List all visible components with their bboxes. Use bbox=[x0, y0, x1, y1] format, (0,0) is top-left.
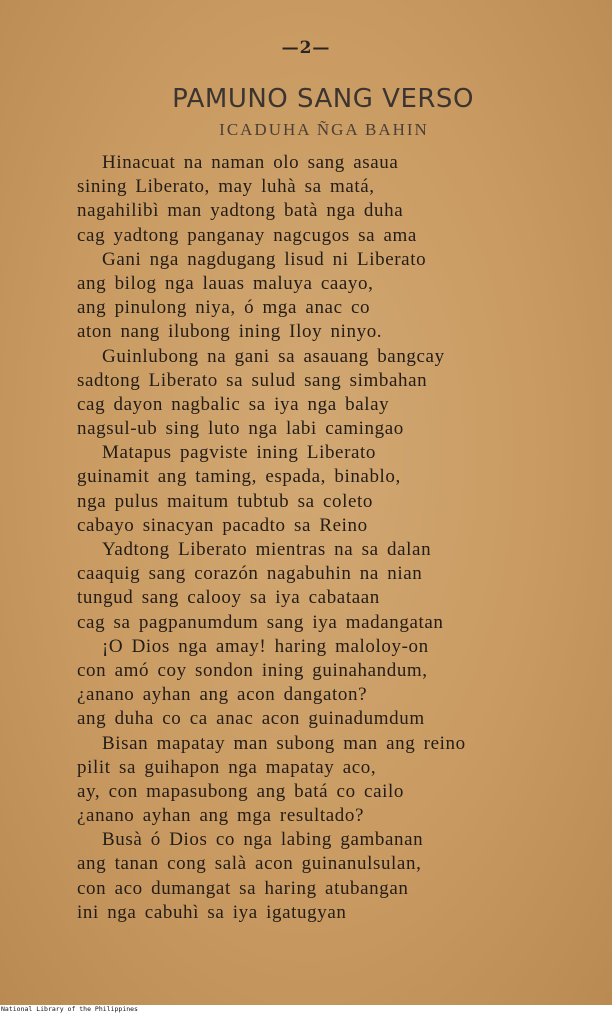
verse-line: ay, con mapasubong ang batá co cailo bbox=[77, 780, 404, 802]
verse-line: cabayo sinacyan pacadto sa Reino bbox=[77, 514, 368, 536]
verse-line: con amó coy sondon ining guinahandum, bbox=[77, 659, 428, 681]
verse-line: Bisan mapatay man subong man ang reino bbox=[102, 732, 466, 754]
verse-line: sadtong Liberato sa sulud sang simbahan bbox=[77, 369, 428, 391]
verse-line: ¡O Dios nga amay! haring maloloy-on bbox=[102, 635, 429, 657]
verse-line: cag yadtong panganay nagcugos sa ama bbox=[77, 224, 417, 246]
verse-line: ang bilog nga lauas maluya caayo, bbox=[77, 272, 374, 294]
verse-line: ¿anano ayhan ang acon dangaton? bbox=[77, 684, 368, 706]
verse-line: Guinlubong na gani sa asauang bangcay bbox=[102, 345, 445, 367]
verse-line: guinamit ang taming, espada, binablo, bbox=[77, 466, 401, 488]
verse-line: ang duha co ca anac acon guinadumdum bbox=[77, 708, 425, 730]
verse-line: tungud sang calooy sa iya cabataan bbox=[77, 587, 380, 609]
verse-line: con aco dumangat sa haring atubangan bbox=[77, 877, 409, 899]
verse-line: Matapus pagviste ining Liberato bbox=[102, 442, 377, 464]
library-credit: National Library of the Philippines bbox=[1, 1005, 138, 1013]
verse-line: pilit sa guihapon nga mapatay aco, bbox=[77, 756, 377, 778]
verse-line: ini nga cabuhì sa iya igatugyan bbox=[77, 901, 347, 923]
page-title: PAMUNO SANG VERSO bbox=[172, 84, 474, 114]
verse-line: aton nang ilubong ining Iloy ninyo. bbox=[77, 321, 383, 343]
verse-line: ¿anano ayhan ang mga resultado? bbox=[77, 805, 364, 827]
verse-line: ang pinulong niya, ó mga anac co bbox=[77, 297, 371, 319]
verse-line: Busà ó Dios co nga labing gambanan bbox=[102, 829, 424, 851]
page-subtitle: ICADUHA ÑGA BAHIN bbox=[219, 120, 429, 139]
page-number: —2— bbox=[281, 38, 331, 58]
verse-line: nagsul-ub sing luto nga labi camingao bbox=[77, 418, 404, 440]
verse-line: nagahilibì man yadtong batà nga duha bbox=[77, 200, 404, 222]
verse-line: caaquig sang corazón nagabuhin na nian bbox=[77, 563, 423, 585]
verse-line: Hinacuat na naman olo sang asaua bbox=[102, 152, 399, 173]
verse-line: cag dayon nagbalic sa iya nga balay bbox=[77, 393, 390, 415]
verse-text bbox=[77, 151, 577, 925]
verse-line: sining Liberato, may luhà sa matá, bbox=[77, 176, 375, 198]
verse-line: Yadtong Liberato mientras na sa dalan bbox=[102, 539, 432, 560]
verse-line: ang tanan cong salà acon guinanulsulan, bbox=[77, 853, 422, 875]
verse-line: Gani nga nagdugang lisud ni Liberato bbox=[102, 248, 427, 270]
verse-line: nga pulus maitum tubtub sa coleto bbox=[77, 490, 374, 512]
verse-line: cag sa pagpanumdum sang iya madangatan bbox=[77, 611, 444, 633]
